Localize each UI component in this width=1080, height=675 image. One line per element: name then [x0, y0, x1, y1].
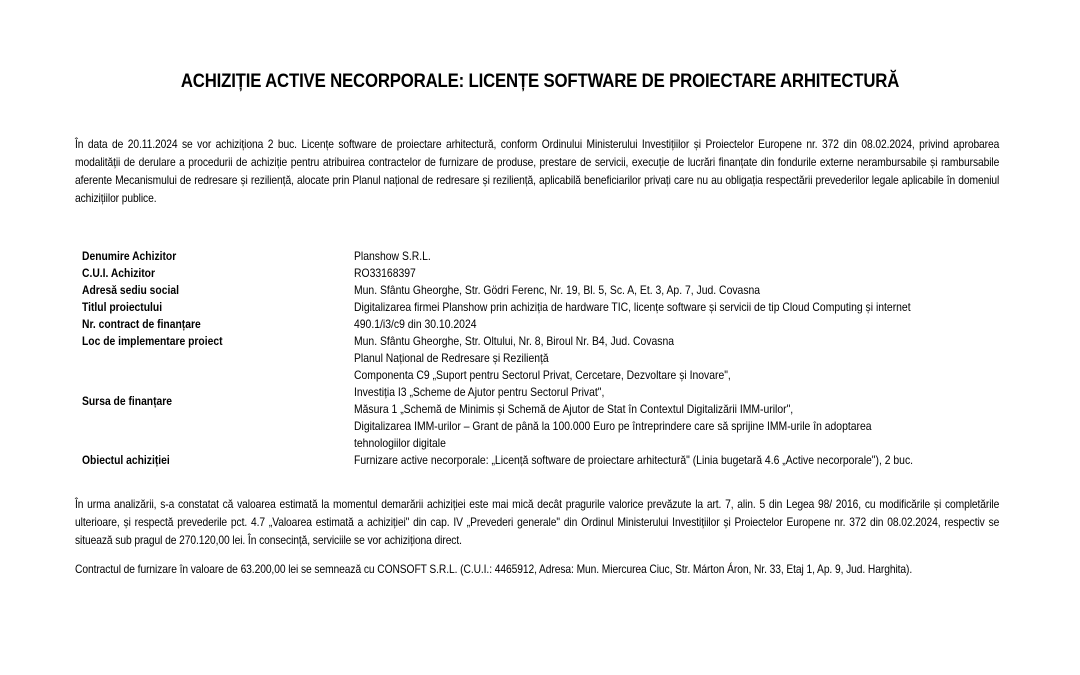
loc-label: Loc de implementare proiect	[82, 334, 223, 348]
intro-paragraph	[75, 135, 1080, 207]
table-row	[82, 316, 1002, 333]
titlu-label: Titlul proiectului	[82, 300, 163, 314]
contract-label: Nr. contract de finanțare	[82, 317, 201, 331]
obiect-label: Obiectul achiziției	[82, 453, 170, 467]
obiect-value: Furnizare active necorporale: „Licență software de proiectare arhitectură" (Linia bugetară 4.6 „Active necorporale"), 2 buc.	[354, 453, 914, 467]
loc-value: Mun. Sfântu Gheorghe, Str. Oltului, Nr. 8, Biroul Nr. B4, Jud. Covasna	[354, 334, 675, 348]
table-row	[82, 248, 1002, 265]
table-row	[82, 265, 1002, 282]
cui-label: C.U.I. Achizitor	[82, 266, 156, 280]
analysis-paragraph	[75, 495, 1080, 549]
sursa-line: Componenta C9 „Suport pentru Sectorul Privat, Cercetare, Dezvoltare și Inovare",	[354, 368, 731, 382]
table-row	[82, 452, 1002, 469]
sursa-line: Digitalizarea IMM-urilor – Grant de până la 100.000 Euro pe întreprindere care să sprijine IMM-urile în adoptarea	[354, 419, 872, 433]
sursa-line: tehnologiilor digitale	[354, 436, 446, 450]
titlu-value: Digitalizarea firmei Planshow prin achiziția de hardware TIC, licențe software și servicii de tip Cloud Computing și internet	[354, 300, 911, 314]
contract-text: Contractul de furnizare în valoare de 63.200,00 lei se semnează cu CONSOFT S.R.L. (C.U.I.: 4465912, Adresa: Mun. Miercurea Ciuc, Str. Márton Áron, Nr. 33, Etaj 1, Ap. 9, Jud. Harghita).	[75, 562, 913, 576]
denumire-value: Planshow S.R.L.	[354, 249, 431, 263]
sursa-line: Măsura 1 „Schemă de Minimis și Schemă de Ajutor de Stat în Contextul Digitalizării IMM-urilor",	[354, 402, 794, 416]
cui-value: RO33168397	[354, 266, 416, 280]
sursa-label: Sursa de finanțare	[82, 393, 173, 408]
intro-text: În data de 20.11.2024 se vor achiziționa 2 buc. Licențe software de proiectare arhitectură, conform Ordinului Ministerului Investițiilor și Proiectelor Europene nr. 372 din 08.02.2024, privind aprobarea modalității de derulare a procedurii de achiziție pentru atribuirea contractelor de furnizare de produse, prestare de servicii, execuție de lucrări finanțate din fondurile externe nerambursabile și rambursabile aferente Mecanismului de redresare și reziliență, alocate prin Planul național de redresare și reziliență, aplicabilă beneficiarilor privați care nu au obligația respectării prevederilor legale aplicabile în domeniul achizițiilor publice.	[75, 137, 1000, 205]
denumire-label: Denumire Achizitor	[82, 249, 177, 263]
page-title: ACHIZIȚIE ACTIVE NECORPORALE: LICENȚE SOFTWARE DE PROIECTARE ARHITECTURĂ	[180, 70, 900, 92]
analysis-text: În urma analizării, s-a constatat că valoarea estimată la momentul demarării achiziției este mai mică decât pragurile valorice prevăzute la art. 7, alin. 5 din Legea 98/ 2016, cu modificările și completările ulterioare, și respectă prevederile pct. 4.7 „Valoarea estimată a achiziției" din cap. IV „Prevederi generale" din Ordinul Ministerului Investițiilor și Proiectelor Europene nr. 372 din 08.02.2024, respectiv se situează sub pragul de 270.120,00 lei. În consecință, serviciile se vor achiziționa direct.	[75, 497, 1000, 547]
contract-paragraph	[75, 560, 1080, 578]
table-row	[82, 350, 1002, 452]
contract-value: 490.1/i3/c9 din 30.10.2024	[354, 317, 477, 331]
adresa-value: Mun. Sfântu Gheorghe, Str. Gödri Ferenc, Nr. 19, Bl. 5, Sc. A, Et. 3, Ap. 7, Jud. Covasna	[354, 283, 761, 297]
sursa-line: Planul Național de Redresare și Reziliență	[354, 351, 549, 365]
table-row	[82, 282, 1002, 299]
sursa-value	[354, 350, 999, 452]
table-row	[82, 333, 1002, 350]
adresa-label: Adresă sediu social	[82, 283, 179, 297]
acquisition-info-table	[82, 248, 1002, 469]
sursa-line: Investiția I3 „Scheme de Ajutor pentru Sectorul Privat",	[354, 385, 605, 399]
table-row	[82, 299, 1002, 316]
